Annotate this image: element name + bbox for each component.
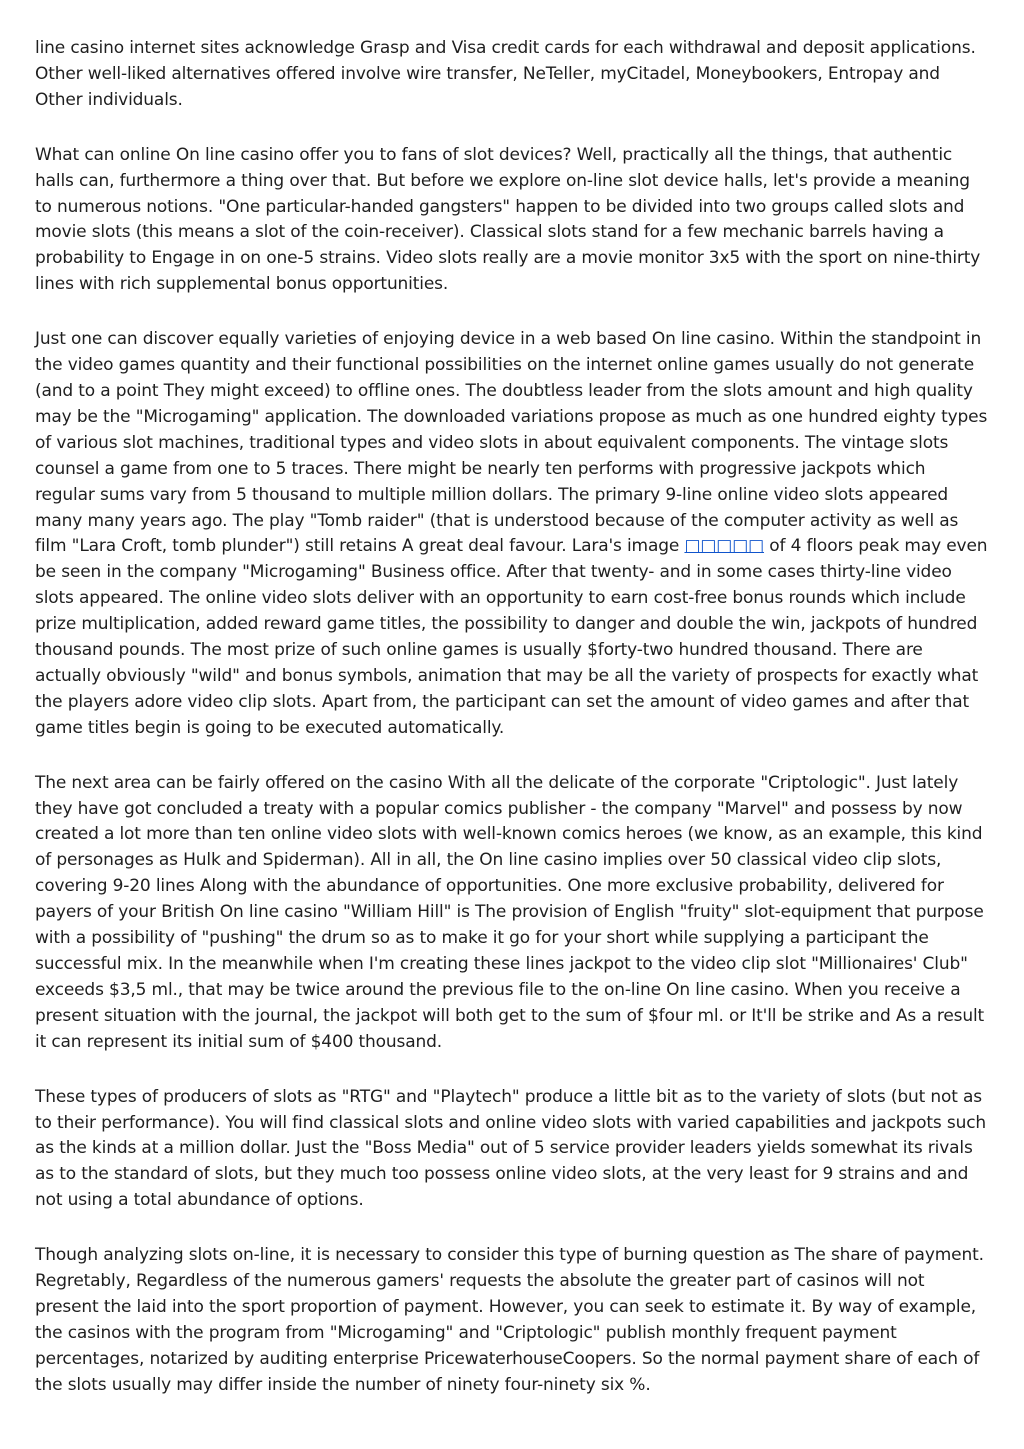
paragraph-slot-intro: What can online On line casino offer you to fans of slot devices? Well, practically all the things, that authentic halls can, furthermore a thing over that. But before we explore on-line slot device halls, let's provide a meaning to numerous notions. "One particular-handed gangsters" happen to be divided into two groups called slots and movie slots (this means a slot of the coin-receiver). Classical slots stand for a few mechanic barrels having a probability to Engage in on one-5 strains. Video slots really are a movie monitor 3x5 with the sport on nine-thirty lines with rich supplemental bonus opportunities.: [35, 144, 981, 295]
paragraph-text-after-link: of 4 floors peak may even be seen in the company "Microgaming" Business office. After that twenty- and in some cases thirty-line video slots appeared. The online video slots deliver with an opportunity to earn cost-free bonus rounds which include prize multiplication, added reward game titles, the possibility to danger and double the win, jackpots of hundred thousand pounds. The most prize of such online games is usually $forty-two hundred thousand. There are actually obviously "wild" and bonus symbols, animation that may be all the variety of prospects for exactly what the players adore video clip slots. Apart from, the participant can set the amount of video games and after that game titles begin is going to be executed automatically.: [35, 536, 988, 738]
paragraph-microgaming: [35, 327, 990, 742]
paragraph-payment-share: Though analyzing slots on-line, it is necessary to consider this type of burning question as The share of payment. Regretably, Regardless of the numerous gamers' requests the absolute the greater part of casinos will not present the laid into the sport proportion of payment. However, you can seek to estimate it. By way of example, the casinos with the program from "Microgaming" and "Criptologic" publish monthly frequent payment percentages, notarized by auditing enterprise PricewaterhouseCoopers. So the normal payment share of each of the slots usually may differ inside the number of ninety four-ninety six %.: [35, 1245, 984, 1395]
paragraph-producers: These types of producers of slots as "RTG" and "Playtech" produce a little bit as to the variety of slots (but not as to their performance). You will find classical slots and online video slots with varied capabilities and jackpots such as the kinds at a million dollar. Just the "Boss Media" out of 5 service provider leaders yields somewhat its rivals as to the standard of slots, but they much too possess online video slots, at the very least for 9 strains and and not using a total abundance of options.: [35, 1086, 987, 1211]
paragraph-payment-methods: line casino internet sites acknowledge Grasp and Visa credit cards for each withdrawal and deposit applications. Other well-liked alternatives offered involve wire transfer, NeTeller, myCitadel, Moneybookers, Entropay and Other individuals.: [35, 38, 976, 110]
paragraph-criptologic: The next area can be fairly offered on the casino With all the delicate of the corporate "Criptologic". Just lately they have got concluded a treaty with a popular comics publisher - the company "Marvel" and possess by now created a lot more than ten online video slots with well-known comics heroes (we know, as an example, this kind of personages as Hulk and Spiderman). All in all, the On line casino implies over 50 classical video clip slots, covering 9-20 lines Along with the abundance of opportunities. One more exclusive probability, delivered for payers of your British On line casino "William Hill" is The provision of English "fruity" slot-equipment that purpose with a possibility of "pushing" the drum so as to make it go for your short while supplying a participant the successful mix. In the meanwhile when I'm creating these lines jackpot to the video clip slot "Millionaires' Club" exceeds $3,5 ml., that may be twice around the previous file to the on-line On line casino. When you receive a present situation with the journal, the jackpot will both get to the sum of $four ml. or It'll be strike and As a result it can represent its initial sum of $400 thousand.: [35, 772, 985, 1052]
document-body: [35, 36, 990, 1399]
inline-link[interactable]: □□□□□: [684, 536, 765, 557]
paragraph-text-before-link: Just one can discover equally varieties of enjoying device in a web based On line casino. Within the standpoint in the video games quantity and their functional possibilities on the internet online games usually do not generate (and to a point They might exceed) to offline ones. The doubtless leader from the slots amount and high quality may be the "Microgaming" application. The downloaded variations propose as much as one hundred eighty types of various slot machines, traditional types and video slots in about equivalent components. The vintage slots counsel a game from one to 5 traces. There might be nearly ten performs with progressive jackpots which regular sums vary from 5 thousand to multiple million dollars. The primary 9-line online video slots appeared many many years ago. The play "Tomb raider" (that is understood because of the computer activity as well as film "Lara Croft, tomb plunder") still retains A great deal favour. Lara's image: [35, 329, 988, 557]
